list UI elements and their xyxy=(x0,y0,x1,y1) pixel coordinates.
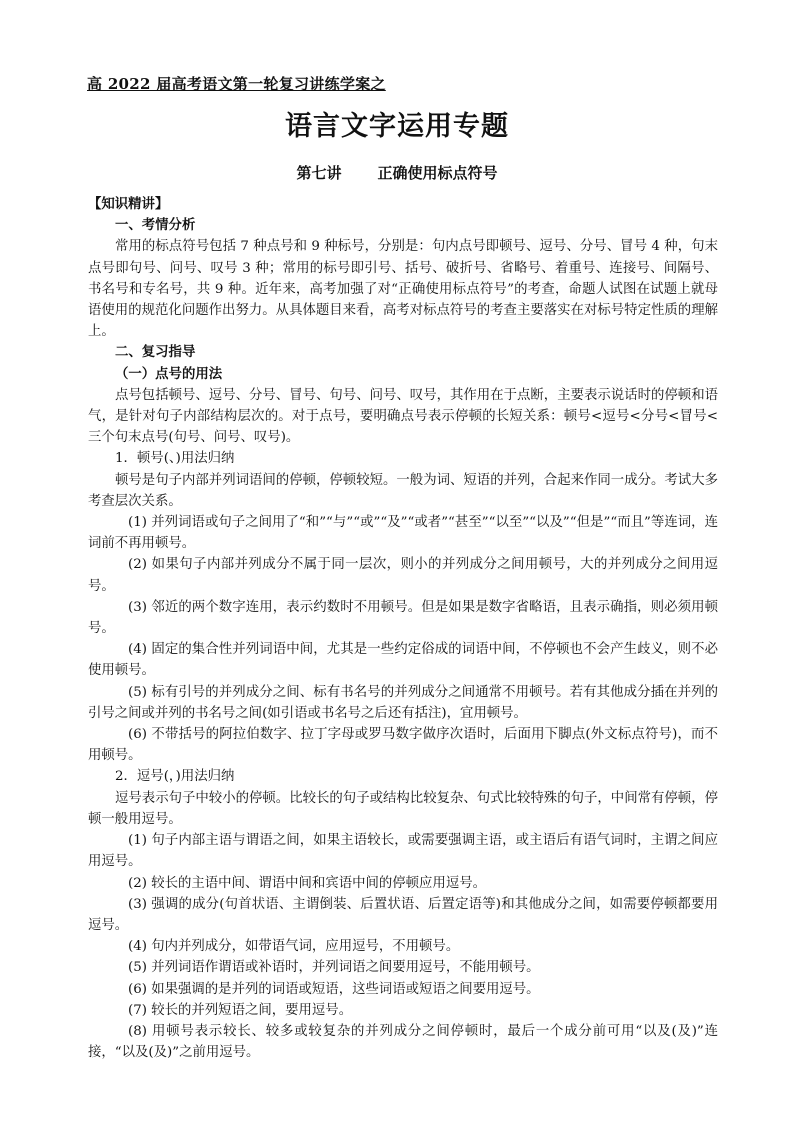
lecture-title: 正确使用标点符号 xyxy=(377,164,498,182)
lecture-subtitle xyxy=(0,162,794,183)
dunhao-rule: (3) 邻近的两个数字连用，表示约数时不用顿号。但是如果是数字省略语，且表示确指，则必须用顿号。 xyxy=(88,599,718,637)
heading-point-marks: （一）点号的用法 xyxy=(115,365,223,382)
dunhao-rule: (1) 并列词语或句子之间用了“和”“与”“或”“及”“或者”“甚至”“以至”“以及”“但是”“而且”等连词，连词前不再用顿号。 xyxy=(88,515,718,552)
douhao-rule: (7) 较长的并列短语之间，要用逗号。 xyxy=(128,1002,353,1018)
lecture-number: 第七讲 xyxy=(296,164,342,182)
document-body xyxy=(88,194,718,1063)
douhao-rule: (1) 句子内部主语与谓语之间，如果主语较长，或需要强调主语，或主语后有语气词时，主谓之间应用逗号。 xyxy=(88,833,718,870)
douhao-rule: (2) 较长的主语中间、谓语中间和宾语中间的停顿应用逗号。 xyxy=(128,875,486,891)
document-title: 语言文字运用专题 xyxy=(285,111,509,142)
document-header: 高 2022 届高考语文第一轮复习讲练学案之 xyxy=(87,75,386,93)
douhao-rule: (5) 并列词语作谓语或补语时，并列词语之间要用逗号，不能用顿号。 xyxy=(128,960,540,976)
paragraph-douhao: 逗号表示句子中较小的停顿。比较长的句子或结构比较复杂、句式比较特殊的句子，中间常有停顿，停顿一般用逗号。 xyxy=(88,790,718,827)
douhao-rule: (4) 句内并列成分，如带语气词，应用逗号，不用顿号。 xyxy=(128,939,460,955)
heading-douhao: 2．逗号(，)用法归纳 xyxy=(115,769,235,785)
section-knowledge-heading: 【知识精讲】 xyxy=(88,196,169,212)
paragraph-dunhao: 顿号是句子内部并列词语间的停顿，停顿较短。一般为词、短语的并列，合起来作同一成分。考试大多考查层次关系。 xyxy=(88,472,718,509)
heading-review: 二、复习指导 xyxy=(115,344,196,361)
douhao-rule: (8) 用顿号表示较长、较多或较复杂的并列成分之间停顿时，最后一个成分前可用“以及(及)”连接，“以及(及)”之前用逗号。 xyxy=(88,1023,718,1061)
heading-dunhao: 1．顿号(、)用法归纳 xyxy=(115,451,235,467)
dunhao-rule: (6) 不带括号的阿拉伯数字、拉丁字母或罗马数字做序次语时，后面用下脚点(外文标点符号)，而不用顿号。 xyxy=(88,727,718,764)
douhao-rule: (3) 强调的成分(句首状语、主谓倒装、后置状语、后置定语等)和其他成分之间，如需要停顿都要用逗号。 xyxy=(88,896,718,933)
paragraph-analysis: 常用的标点符号包括 7 种点号和 9 种标号，分别是：句内点号即顿号、逗号、分号、冒号 4 种，句末点号即句号、问号、叹号 3 种；常用的标号即引号、括号、破折号、省略号、着重号、连接号、间隔号、书名号和专名号，共 9 种。近年来，高考加强了对“正确使用标点符号”的考查，命题人试图在试题上就母语使用的规范化问题作出努力。从具体题目来看，高考对标点符号的考查主要落实在对标号特定性质的理解上。 xyxy=(88,239,718,340)
dunhao-rule: (4) 固定的集合性并列词语中间，尤其是一些约定俗成的词语中间，不停顿也不会产生歧义，则不必使用顿号。 xyxy=(88,642,718,679)
paragraph-point-marks: 点号包括顿号、逗号、分号、冒号、句号、问号、叹号，其作用在于点断，主要表示说话时的停顿和语气，是针对句子内部结构层次的。对于点号，要明确点号表示停顿的长短关系：顿号<逗号<分号<冒号<三个句末点号(句号、问号、叹号)。 xyxy=(88,387,718,446)
heading-analysis: 一、考情分析 xyxy=(115,217,196,234)
dunhao-rule: (5) 标有引号的并列成分之间、标有书名号的并列成分之间通常不用顿号。若有其他成分插在并列的引号之间或并列的书名号之间(如引语或书名号之后还有括注)，宜用顿号。 xyxy=(88,684,718,721)
douhao-rule: (6) 如果强调的是并列的词语或短语，这些词语或短语之间要用逗号。 xyxy=(128,981,540,997)
dunhao-rule: (2) 如果句子内部并列成分不属于同一层次，则小的并列成分之间用顿号，大的并列成分之间用逗号。 xyxy=(88,557,718,594)
